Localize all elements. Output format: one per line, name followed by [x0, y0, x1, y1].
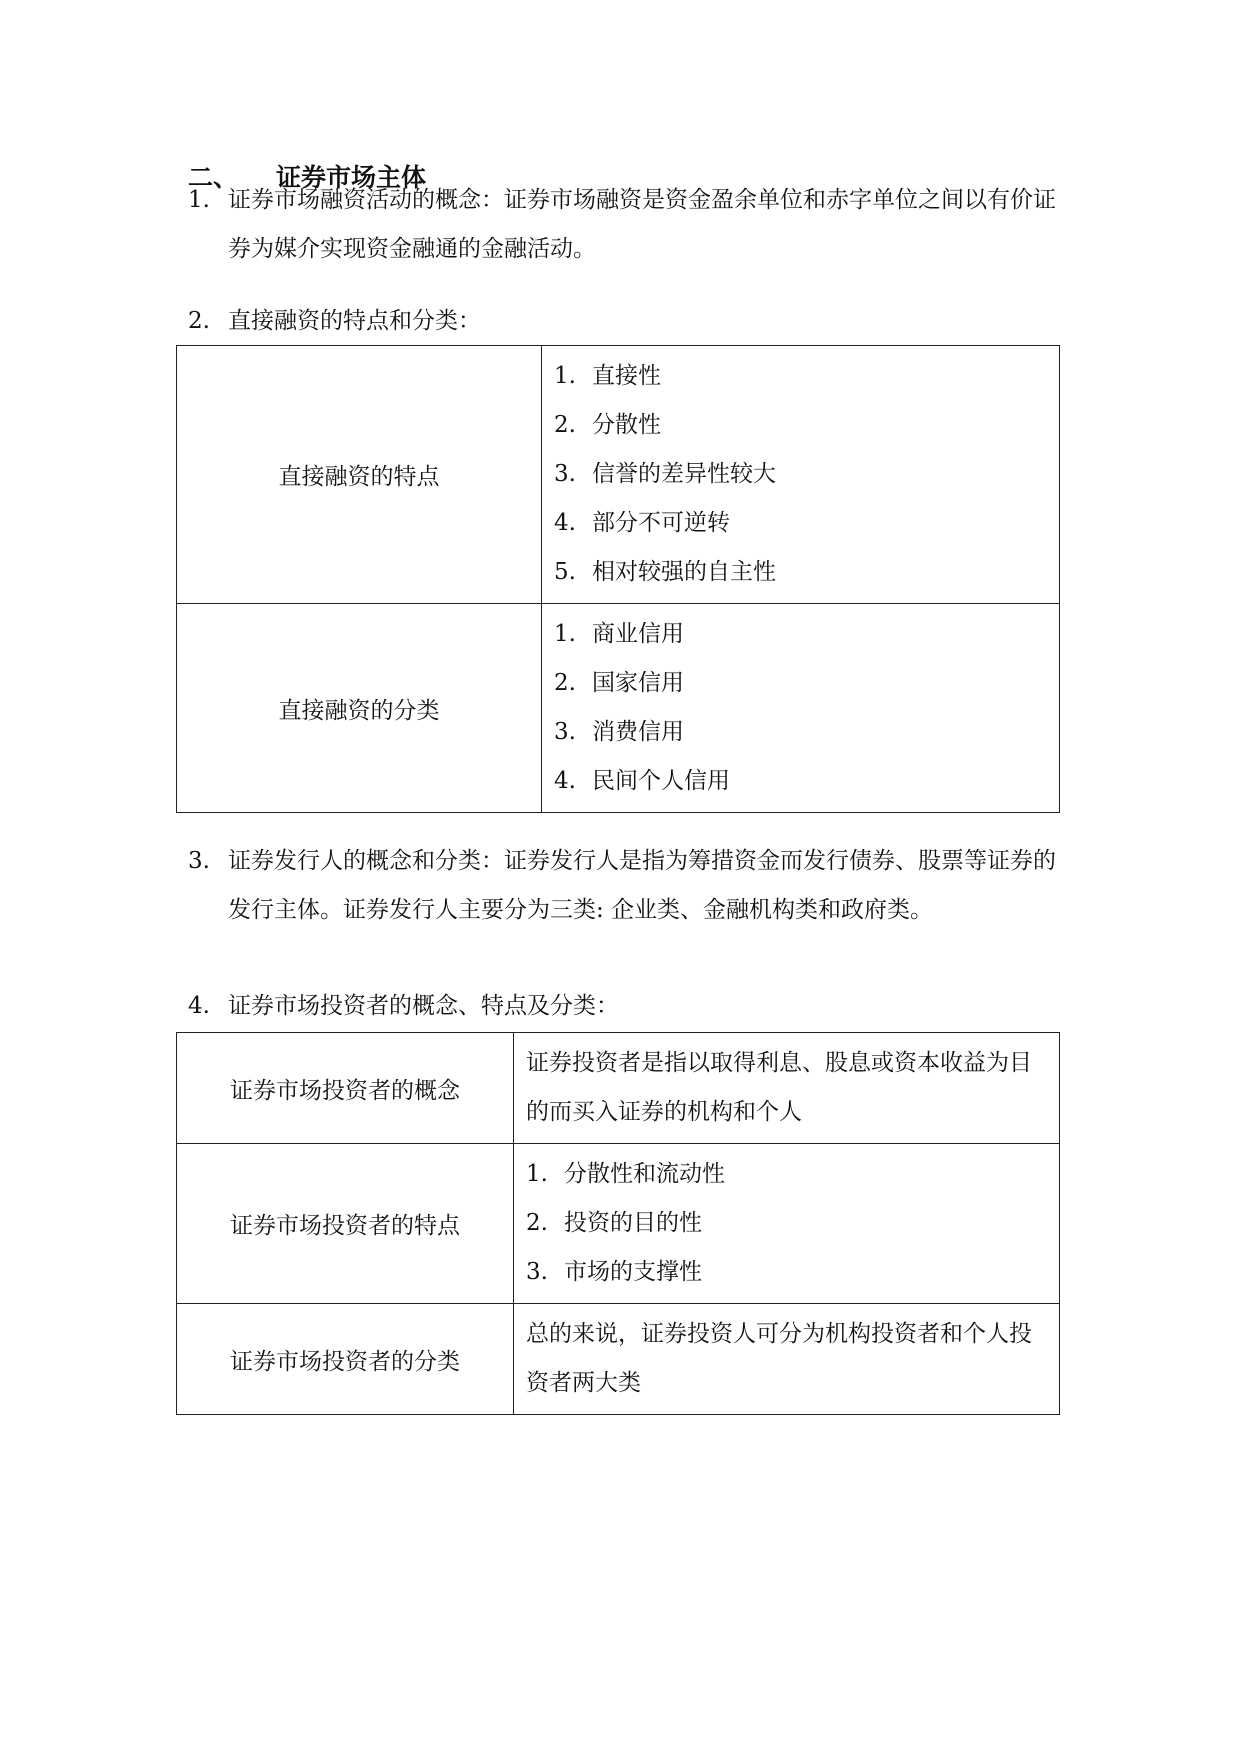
list-item: 3. 消费信用 [554, 719, 684, 745]
item-text: 直接融资的特点和分类： [228, 308, 481, 334]
item-number: 3. [188, 848, 210, 874]
table-row [177, 1144, 1060, 1304]
item-number: 1. [188, 187, 210, 213]
list-item: 1. 分散性和流动性 [526, 1161, 725, 1187]
item-number: 4. [188, 993, 210, 1019]
row-content [514, 1033, 1060, 1144]
row-text: 证券投资者是指以取得利息、股息或资本收益为目的而买入证券的机构和个人 [526, 1050, 1032, 1125]
item-text: 证券市场融资活动的概念：证券市场融资是资金盈余单位和赤字单位之间以有价证券为媒介实现资金融通的金融活动。 [228, 187, 1056, 262]
item-2 [188, 297, 1068, 346]
list-item: 3. 信誉的差异性较大 [554, 461, 776, 487]
table-row [177, 346, 1060, 604]
row-label: 证券市场投资者的概念 [177, 1033, 514, 1144]
table-row [177, 1033, 1060, 1144]
list-item: 2. 国家信用 [554, 670, 684, 696]
section-number: 二、 [188, 163, 239, 192]
list-item: 3. 市场的支撑性 [526, 1259, 702, 1285]
list-item: 1. 直接性 [554, 363, 661, 389]
item-number: 2. [188, 308, 210, 334]
list-item: 4. 民间个人信用 [554, 768, 730, 794]
list-item: 2. 投资的目的性 [526, 1210, 702, 1236]
investor-table [176, 1032, 1060, 1415]
list-item: 5. 相对较强的自主性 [554, 559, 776, 585]
list-item: 1. 商业信用 [554, 621, 684, 647]
item-1 [188, 176, 1068, 274]
section-title: 证券市场主体 [276, 163, 427, 192]
row-content [514, 1144, 1060, 1304]
item-text: 证券市场投资者的概念、特点及分类： [228, 993, 619, 1019]
row-content [542, 346, 1060, 604]
row-text: 总的来说，证券投资人可分为机构投资者和个人投资者两大类 [526, 1321, 1032, 1396]
table-row [177, 1304, 1060, 1415]
item-3 [188, 837, 1068, 935]
list-item: 4. 部分不可逆转 [554, 510, 730, 536]
item-4 [188, 982, 1068, 1031]
direct-financing-table [176, 345, 1060, 813]
list-item: 2. 分散性 [554, 412, 661, 438]
item-text: 证券发行人的概念和分类：证券发行人是指为筹措资金而发行债券、股票等证券的发行主体。证券发行人主要分为三类: 企业类、金融机构类和政府类。 [228, 848, 1056, 923]
row-label: 证券市场投资者的特点 [177, 1144, 514, 1304]
row-label: 证券市场投资者的分类 [177, 1304, 514, 1415]
row-label: 直接融资的分类 [177, 604, 542, 813]
row-content [542, 604, 1060, 813]
row-content [514, 1304, 1060, 1415]
row-label: 直接融资的特点 [177, 346, 542, 604]
table-row [177, 604, 1060, 813]
